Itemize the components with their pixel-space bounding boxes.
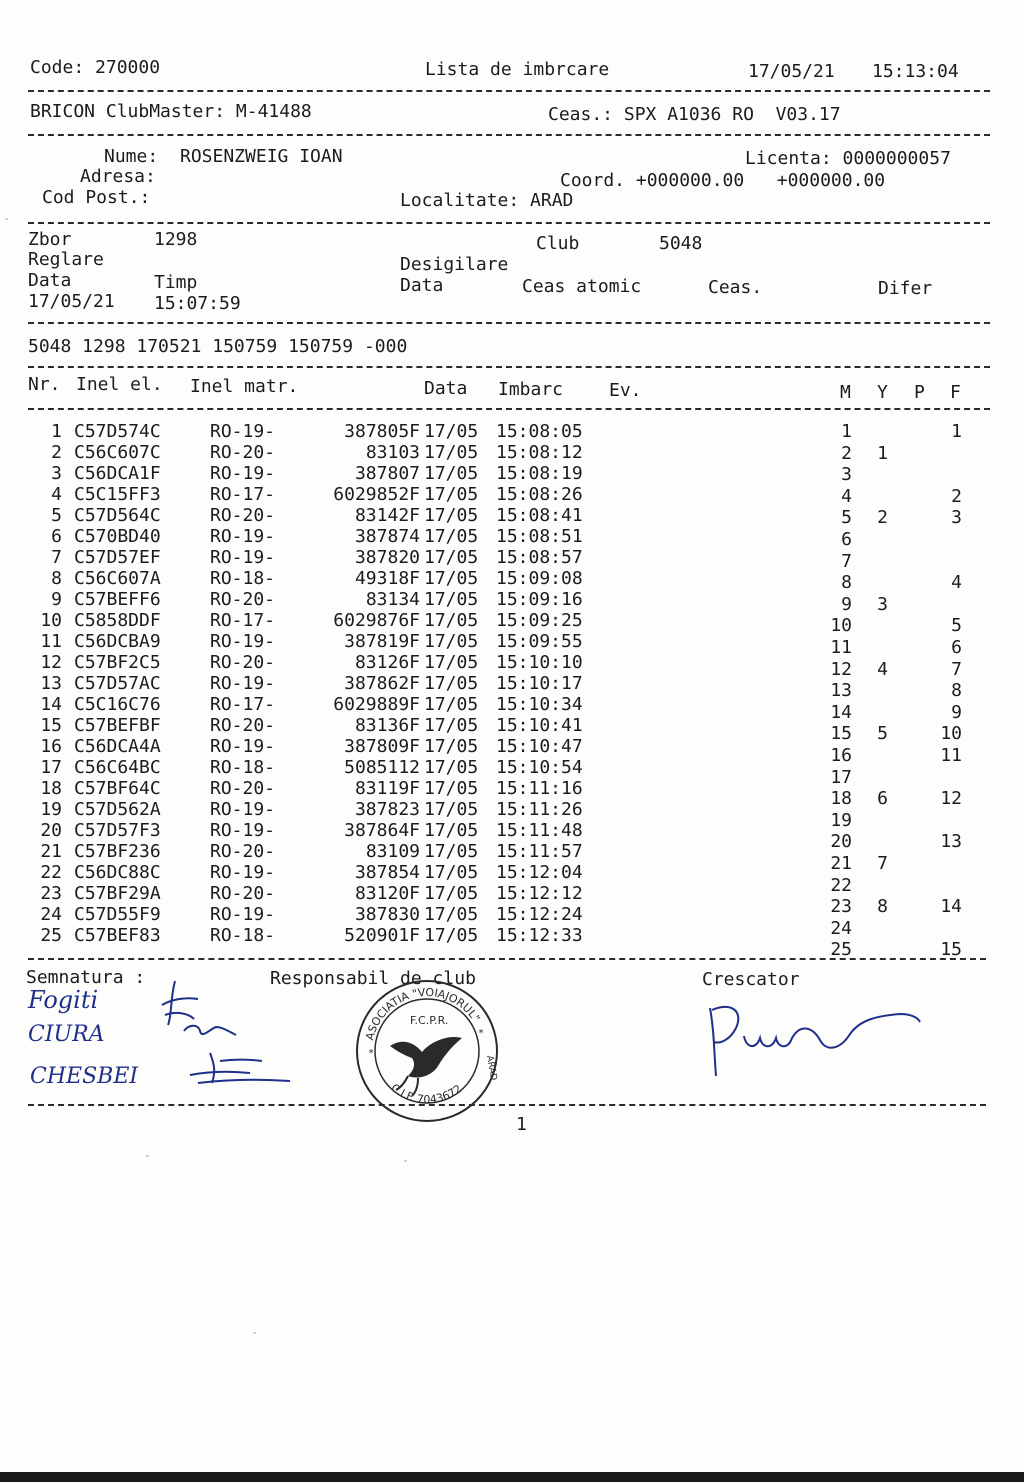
cell-f: 5 [951,615,962,637]
code-label: Code: 270000 [30,57,161,78]
reglare-date: 17/05/21 [28,291,115,312]
cell-date: 17/05 [424,526,479,547]
divider [28,134,990,136]
cell-el: C57D57EF [74,547,161,568]
cell-nr: 15 [40,715,62,736]
cell-nr: 16 [40,736,62,757]
cell-y: 3 [877,593,888,615]
cell-time: 15:10:17 [496,673,583,694]
cell-nr: 24 [40,904,62,925]
cell-nr: 7 [51,547,62,568]
cell-m: 4 [841,485,852,507]
cell-time: 15:12:12 [496,883,583,904]
cell-time: 15:12:04 [496,862,583,883]
cell-num: 83109 [365,841,420,862]
cell-m: 22 [830,874,852,896]
cell-nr: 1 [51,421,62,442]
cell-f: 15 [940,939,962,961]
cell-series: RO-19- [210,673,276,694]
cell-el: C57D57F3 [74,820,161,841]
cell-num: 83136F [354,715,420,736]
cell-nr: 13 [40,673,62,694]
table-row [0,547,1024,572]
cell-series: RO-18- [210,757,276,778]
cell-num: 83126F [354,652,420,673]
cell-time: 15:09:08 [496,568,583,589]
postal-label: Cod Post.: [42,187,151,208]
cell-el: C57BEFBF [74,715,161,736]
cell-f: 14 [940,896,962,918]
cell-f: 13 [940,831,962,853]
cell-series: RO-20- [210,715,276,736]
cell-nr: 12 [40,652,62,673]
cell-time: 15:11:57 [496,841,583,862]
col-y: Y [877,382,888,403]
cell-f: 1 [951,421,962,442]
ceas-label: Ceas. [708,277,763,298]
system-name: BRICON ClubMaster: M-41488 [30,101,312,122]
cell-nr: 14 [40,694,62,715]
cell-time: 15:12:33 [496,925,583,946]
cell-num: 5085112 [344,757,420,778]
col-p: P [914,382,925,403]
cell-time: 15:09:25 [496,610,583,631]
name-label: Nume: [104,146,159,167]
cell-series: RO-20- [210,505,276,526]
cell-num: 387874 [354,526,420,547]
col-inel-matr: Inel matr. [190,376,299,397]
cell-nr: 4 [51,484,62,505]
divider [28,366,990,368]
cell-date: 17/05 [424,442,479,463]
cell-m: 5 [841,507,852,529]
col-data: Data [424,378,468,399]
cell-time: 15:10:34 [496,694,583,715]
cell-num: 6029889F [333,694,420,715]
cell-f: 7 [951,658,962,680]
col-nr: Nr. [28,374,61,395]
cell-time: 15:08:41 [496,505,583,526]
cell-el: C56C607A [74,568,161,589]
cell-num: 387820 [354,547,420,568]
cell-series: RO-19- [210,631,276,652]
col-inel-el: Inel el. [76,374,163,395]
cell-el: C57D55F9 [74,904,161,925]
cell-nr: 6 [51,526,62,547]
table-row [0,505,1024,529]
col-m: M [840,382,851,403]
cell-m: 11 [830,637,852,658]
table-row [0,589,1024,615]
cell-nr: 8 [51,568,62,589]
cell-date: 17/05 [424,799,479,820]
cell-date: 17/05 [424,694,479,715]
cell-el: C57D574C [74,421,161,442]
cell-series: RO-19- [210,820,276,841]
reglare-label: Reglare [28,249,104,270]
coordinates: Coord. +000000.00 +000000.00 [560,170,886,191]
cell-nr: 23 [40,883,62,904]
print-time: 15:13:04 [872,61,959,82]
cell-date: 17/05 [424,589,479,610]
timp-label: Timp [154,272,198,293]
cell-m: 6 [841,529,852,550]
licence-number: Licenta: 0000000057 [745,148,951,169]
cell-num: 387830 [354,904,420,925]
table-row [0,715,1024,745]
table-row [0,673,1024,702]
data-label: Data [28,270,72,291]
page-number: 1 [516,1114,527,1135]
cell-time: 15:11:16 [496,778,583,799]
cell-time: 15:10:47 [496,736,583,757]
divider [28,958,986,960]
cell-date: 17/05 [424,757,479,778]
scan-speck [253,1332,256,1334]
table-row [0,421,1024,442]
table-row [0,925,1024,961]
cell-date: 17/05 [424,484,479,505]
cell-series: RO-20- [210,442,276,463]
cell-y: 5 [877,723,888,745]
cell-series: RO-19- [210,547,276,568]
cell-m: 21 [830,853,852,874]
cell-time: 15:08:26 [496,484,583,505]
cell-date: 17/05 [424,904,479,925]
table-row [0,484,1024,505]
cell-time: 15:08:51 [496,526,583,547]
cell-series: RO-18- [210,925,276,946]
desigilare-label: Desigilare [400,254,509,275]
cell-m: 18 [830,788,852,810]
cell-date: 17/05 [424,778,479,799]
address-label: Adresa: [80,166,156,187]
cell-f: 2 [951,485,962,507]
flight-code-line: 5048 1298 170521 150759 150759 -000 [28,336,408,357]
star-icon: * [478,1028,485,1039]
cell-num: 83103 [365,442,420,463]
cell-f: 12 [940,788,962,810]
divider [28,90,990,92]
cell-m: 16 [830,745,852,766]
cell-time: 15:10:41 [496,715,583,736]
cell-m: 8 [841,572,852,594]
cell-num: 6029852F [333,484,420,505]
stamp-center-text: F.C.P.R. [410,1014,449,1027]
document-title: Lista de imbrcare [425,59,610,80]
cell-nr: 11 [40,631,62,652]
cell-series: RO-20- [210,778,276,799]
desigilare-data-label: Data [400,275,444,296]
cell-series: RO-20- [210,589,276,610]
cell-el: C57D564C [74,505,161,526]
scan-bottom-edge [0,1472,1024,1482]
cell-series: RO-19- [210,736,276,757]
divider [28,408,990,410]
cell-num: 387809F [344,736,420,757]
cell-time: 15:12:24 [496,904,583,925]
cell-m: 15 [830,723,852,745]
cell-y: 2 [877,507,888,529]
cell-nr: 17 [40,757,62,778]
cell-y: 4 [877,658,888,680]
cell-series: RO-19- [210,799,276,820]
cell-num: 387854 [354,862,420,883]
crescator-label: Crescator [702,969,800,990]
table-row [0,631,1024,658]
table-row [0,610,1024,637]
cell-num: 387805F [344,421,420,442]
cell-date: 17/05 [424,610,479,631]
divider [28,322,990,324]
responsabil-label: Responsabil de club [270,968,476,989]
cell-nr: 18 [40,778,62,799]
reglare-time: 15:07:59 [154,293,241,314]
owner-name: ROSENZWEIG IOAN [180,146,343,167]
cell-nr: 9 [51,589,62,610]
cell-date: 17/05 [424,421,479,442]
cell-y: 1 [877,442,888,464]
table-row [0,568,1024,594]
breeder-signature [700,990,930,1080]
zbor-label: Zbor [28,229,72,250]
handwritten-name-1: Fogiti [28,986,99,1014]
cell-num: 83119F [354,778,420,799]
cell-date: 17/05 [424,925,479,946]
semnatura-label: Semnatura : [26,967,146,988]
cell-time: 15:08:19 [496,463,583,484]
cell-date: 17/05 [424,862,479,883]
cell-num: 83134 [365,589,420,610]
table-row [0,463,1024,484]
cell-el: C57BF2C5 [74,652,161,673]
cell-y: 6 [877,788,888,810]
cell-series: RO-19- [210,463,276,484]
cell-m: 2 [841,442,852,464]
scan-speck [404,1160,407,1162]
cell-f: 9 [951,701,962,723]
cell-el: C56C607C [74,442,161,463]
cell-time: 15:11:26 [496,799,583,820]
cell-num: 387864F [344,820,420,841]
cell-series: RO-17- [210,694,276,715]
table-row [0,652,1024,680]
cell-nr: 21 [40,841,62,862]
cell-m: 7 [841,550,852,572]
cell-nr: 22 [40,862,62,883]
col-ev: Ev. [609,380,642,401]
zbor-value: 1298 [154,229,198,250]
divider [28,1104,986,1106]
col-imbarc: Imbarc [498,379,564,400]
cell-nr: 10 [40,610,62,631]
cell-num: 520901F [344,925,420,946]
cell-date: 17/05 [424,841,479,862]
cell-series: RO-19- [210,862,276,883]
ceas-atomic-label: Ceas atomic [522,276,642,297]
table-row [0,694,1024,723]
difer-label: Difer [878,278,933,299]
cell-f: 8 [951,680,962,702]
cell-time: 15:09:16 [496,589,583,610]
cell-date: 17/05 [424,463,479,484]
cell-y: 8 [877,896,888,918]
cell-time: 15:11:48 [496,820,583,841]
cell-el: C57BF64C [74,778,161,799]
cell-time: 15:10:10 [496,652,583,673]
star-icon: * [368,1048,375,1059]
cell-num: 6029876F [333,610,420,631]
table-row [0,757,1024,788]
cell-el: C5C16C76 [74,694,161,715]
stamp-top-text: ASOCIATIA "VOIAJORUL" [363,985,483,1042]
cell-num: 83142F [354,505,420,526]
cell-num: 83120F [354,883,420,904]
table-row [0,526,1024,550]
cell-nr: 19 [40,799,62,820]
cell-nr: 20 [40,820,62,841]
cell-date: 17/05 [424,883,479,904]
cell-el: C56C64BC [74,757,161,778]
cell-el: C57BF236 [74,841,161,862]
cell-f: 4 [951,572,962,594]
handwritten-name-3: CHESBEI [30,1064,139,1089]
cell-m: 1 [841,421,852,442]
cell-date: 17/05 [424,568,479,589]
cell-m: 10 [830,615,852,637]
cell-series: RO-17- [210,484,276,505]
handwritten-name-2: CIURA [28,1022,105,1047]
cell-num: 49318F [354,568,420,589]
cell-m: 25 [830,939,852,961]
cell-nr: 25 [40,925,62,946]
locality: Localitate: ARAD [400,190,574,211]
scan-speck [146,1155,149,1157]
cell-m: 17 [830,766,852,788]
cell-el: C57D562A [74,799,161,820]
stamp-bottom-text: C.I.F. 7043672 [388,1081,465,1107]
cell-m: 20 [830,831,852,853]
cell-time: 15:09:55 [496,631,583,652]
cell-series: RO-20- [210,652,276,673]
cell-num: 387823 [354,799,420,820]
cell-time: 15:08:05 [496,421,583,442]
clock-info: Ceas.: SPX A1036 RO V03.17 [548,104,841,125]
cell-el: C5C15FF3 [74,484,161,505]
cell-el: C57D57AC [74,673,161,694]
col-f: F [950,382,961,403]
cell-date: 17/05 [424,820,479,841]
cell-f: 6 [951,637,962,658]
cell-date: 17/05 [424,715,479,736]
club-label: Club [536,233,580,254]
cell-el: C56DCA4A [74,736,161,757]
cell-el: C56DCBA9 [74,631,161,652]
cell-m: 12 [830,658,852,680]
signature-scribbles-left [150,975,300,1095]
cell-f: 3 [951,507,962,529]
cell-el: C570BD40 [74,526,161,547]
cell-series: RO-18- [210,568,276,589]
cell-m: 23 [830,896,852,918]
cell-m: 13 [830,680,852,702]
cell-m: 19 [830,809,852,831]
cell-series: RO-19- [210,421,276,442]
table-row [0,736,1024,766]
cell-series: RO-17- [210,610,276,631]
cell-series: RO-20- [210,883,276,904]
cell-date: 17/05 [424,652,479,673]
cell-el: C56DCA1F [74,463,161,484]
cell-el: C5858DDF [74,610,161,631]
cell-el: C57BF29A [74,883,161,904]
cell-time: 15:08:57 [496,547,583,568]
cell-series: RO-19- [210,904,276,925]
cell-nr: 3 [51,463,62,484]
club-value: 5048 [659,233,703,254]
cell-date: 17/05 [424,631,479,652]
cell-m: 24 [830,917,852,939]
cell-el: C56DC88C [74,862,161,883]
cell-m: 3 [841,464,852,486]
cell-time: 15:10:54 [496,757,583,778]
scan-speck [5,218,8,220]
cell-y: 7 [877,853,888,874]
cell-el: C57BEFF6 [74,589,161,610]
stamp-city: ARAD [484,1054,499,1082]
cell-num: 387807 [354,463,420,484]
cell-el: C57BEF83 [74,925,161,946]
cell-num: 387862F [344,673,420,694]
cell-nr: 2 [51,442,62,463]
cell-m: 14 [830,701,852,723]
cell-date: 17/05 [424,505,479,526]
cell-f: 11 [940,745,962,766]
print-date: 17/05/21 [748,61,835,82]
cell-date: 17/05 [424,736,479,757]
cell-nr: 5 [51,505,62,526]
cell-series: RO-19- [210,526,276,547]
cell-date: 17/05 [424,673,479,694]
cell-series: RO-20- [210,841,276,862]
cell-num: 387819F [344,631,420,652]
cell-date: 17/05 [424,547,479,568]
cell-m: 9 [841,593,852,615]
table-row [0,442,1024,463]
cell-time: 15:08:12 [496,442,583,463]
cell-f: 10 [940,723,962,745]
divider [28,222,990,224]
